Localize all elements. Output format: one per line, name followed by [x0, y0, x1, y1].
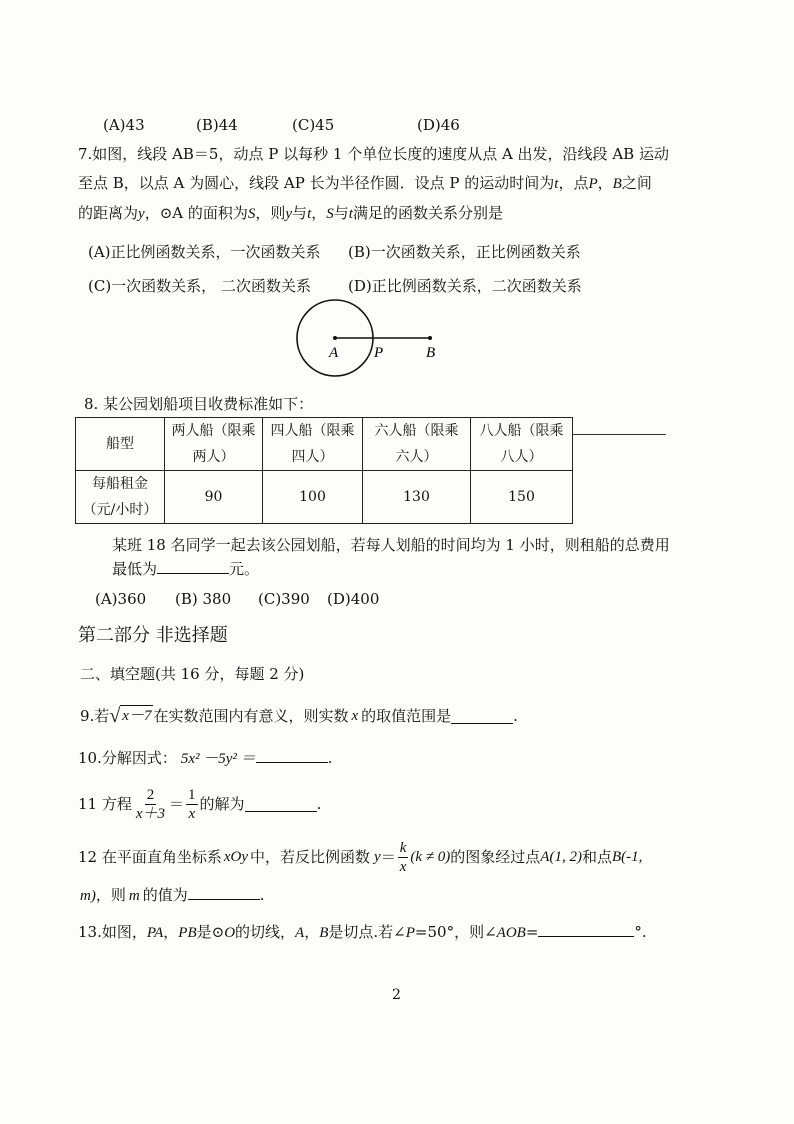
type-cell: 两人船（限乘 两人）: [165, 418, 263, 471]
q8-option-a: (A)360: [95, 590, 147, 608]
part-2-title: 第二部分 非选择题: [78, 625, 228, 646]
header-label-cell: 船型: [76, 418, 165, 471]
q9: 9.若 √ x－7 在实数范围内有意义，则实数 x 的取值范围是 .: [80, 705, 518, 727]
answer-blank: [538, 922, 634, 937]
price-cell: 150: [471, 471, 573, 524]
q6-option-b: (B)44: [196, 116, 238, 134]
q13: 13.如图，PA，PB是⊙O的切线，A，B是切点.若∠P=50°，则∠AOB= °.: [78, 923, 647, 941]
stray-line: [572, 434, 666, 435]
fraction-right: $\frac{1}{x}$: [188, 786, 196, 822]
q12-line-2: m)，则 m 的值为 .: [80, 886, 265, 904]
q6-option-d: (D)46: [417, 116, 460, 134]
fraction-k-over-x: $\frac{k}{x}$: [399, 839, 407, 875]
q6-option-c: (C)45: [292, 116, 335, 134]
q7-option-a: (A)正比例函数关系，一次函数关系: [88, 243, 321, 261]
answer-blank: [188, 885, 260, 900]
q6-option-a: (A)43: [103, 116, 145, 134]
price-cell: 90: [165, 471, 263, 524]
section-title: 二、填空题(共 16 分，每题 2 分): [80, 665, 305, 683]
type-cell: 八人船（限乘 八人）: [471, 418, 573, 471]
answer-blank: [157, 559, 229, 574]
price-cell: 100: [263, 471, 363, 524]
q7-circle-figure: [290, 296, 450, 386]
q7-line-1: 7.如图，线段 AB＝5，动点 P 以每秒 1 个单位长度的速度从点 A 出发，沿线段 AB 运动: [78, 145, 669, 163]
type-cell: 六人船（限乘 六人）: [363, 418, 471, 471]
type-cell: 四人船（限乘 四人）: [263, 418, 363, 471]
q7-option-b: (B)一次函数关系，正比例函数关系: [348, 243, 581, 261]
q8-option-b: (B) 380: [175, 590, 232, 608]
label-b: B: [426, 345, 436, 361]
point-b-dot: [428, 336, 432, 340]
answer-blank: [451, 709, 513, 724]
sqrt-expression: √ x－7: [109, 705, 152, 727]
q8-intro: 8. 某公园划船项目收费标准如下：: [84, 395, 314, 413]
q7-line-2: 至点 B，以点 A 为圆心，线段 AP 长为半径作圆．设点 P 的运动时间为t，点P，B之间: [78, 174, 652, 192]
fee-table: [75, 417, 573, 524]
q7-option-d: (D)正比例函数关系，二次函数关系: [348, 277, 582, 295]
table-row: [76, 471, 573, 524]
answer-blank: [245, 797, 317, 812]
q7-option-c: (C)一次函数关系， 二次函数关系: [88, 277, 311, 295]
fraction-left: $\frac{2}{x+3}$: [135, 786, 166, 822]
price-cell: 130: [363, 471, 471, 524]
q11: 11 方程 $\frac{2}{x+3}$ ＝ $\frac{1}{x}$ 的解为 .: [78, 786, 322, 822]
point-a-dot: [333, 336, 337, 340]
q8-option-d: (D)400: [327, 590, 380, 608]
table-row: [76, 418, 573, 471]
q12-line-1: 12 在平面直角坐标系 xOy 中，若反比例函数 y ＝ $\frac{k}{x}$ (k ≠ 0) 的图象经过点 A(1, 2) 和点 B(-1,: [78, 839, 643, 875]
q10: 10.分解因式： 5x² －5y² ＝ .: [78, 749, 333, 767]
q7-line-3: 的距离为y，⊙A 的面积为S，则y与t，S与t满足的函数关系分别是: [78, 204, 503, 222]
q8-option-c: (C)390: [258, 590, 310, 608]
price-label-cell: 每船租金 （元/小时）: [76, 471, 165, 524]
label-a: A: [329, 345, 339, 361]
answer-blank: [256, 748, 328, 763]
label-p: P: [374, 345, 384, 361]
q8-question-line-1: 某班 18 名同学一起去该公园划船，若每人划船的时间均为 1 小时，则租船的总费用: [112, 536, 670, 554]
page-number: 2: [392, 987, 401, 1003]
q8-question-line-2: 最低为 元。: [112, 560, 260, 578]
